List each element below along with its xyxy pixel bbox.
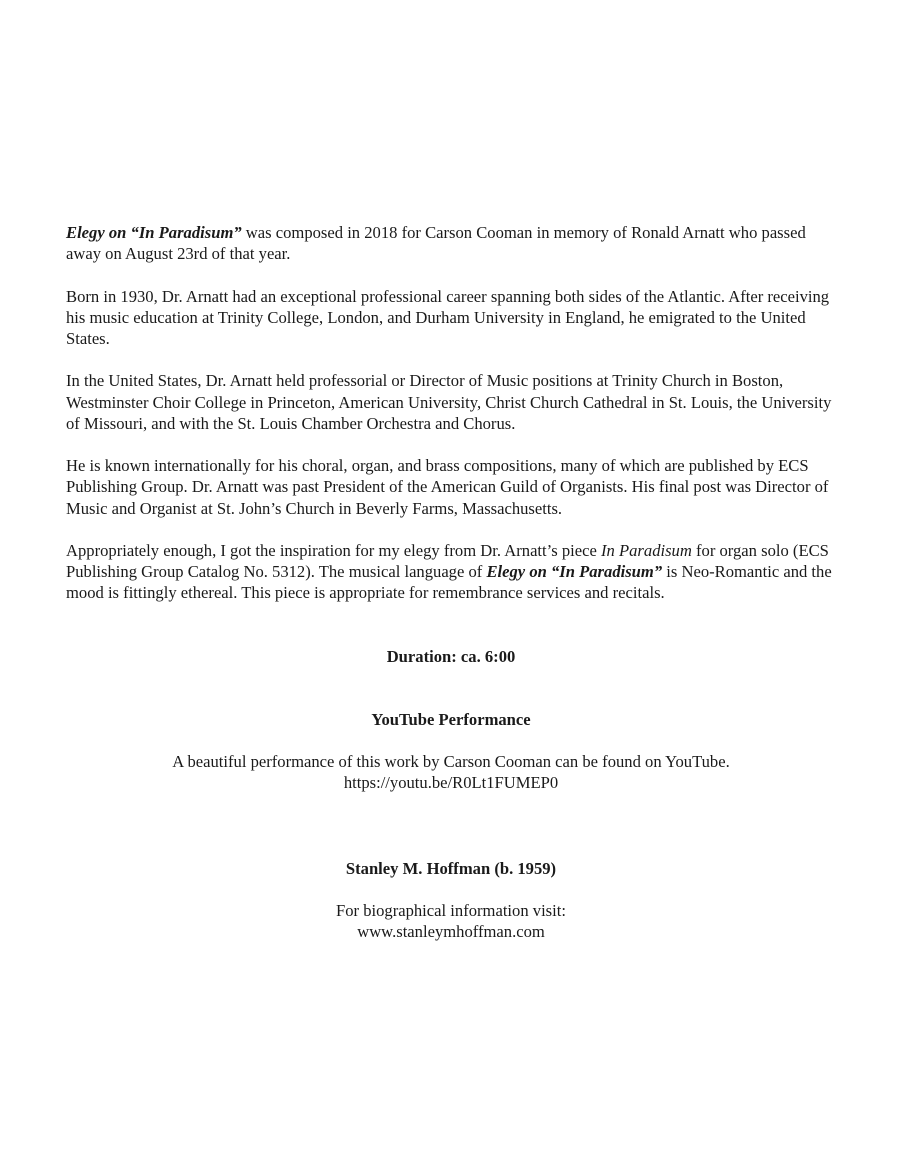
intro-paragraph — [66, 222, 836, 264]
composer-bio — [66, 900, 836, 942]
piece-title: In Paradisum — [601, 540, 692, 560]
work-title: Elegy on “In Paradisum” — [66, 223, 242, 242]
inspiration-text-1: Appropriately enough, I got the inspiration for my elegy from Dr. Arnatt’s piece — [66, 540, 602, 560]
inspiration-paragraph — [66, 540, 836, 604]
composer-website-link[interactable]: www.stanleymhoffman.com — [357, 922, 545, 942]
youtube-heading: YouTube Performance — [371, 709, 531, 729]
inspiration-text-3: is Neo-Romantic and the mood is fittingly ethereal. This piece is appropriate for remembrance services and recitals. — [66, 562, 832, 603]
document-page — [66, 222, 836, 942]
work-title-inline: Elegy on “In Paradisum” — [486, 562, 663, 582]
duration-label: Duration: ca. 6:00 — [386, 646, 516, 666]
biography-paragraph-3: He is known internationally for his choral, organ, and brass compositions, many of which are published by ECS Publishing Group. Dr. Arnatt was past President of the American Guild of Organists. His final post was Director of Music and Organist at St. John’s Church in Beverly Farms, Massachusetts. — [66, 456, 829, 518]
biography-paragraph-1: Born in 1930, Dr. Arnatt had an exceptional professional career spanning both sides of the Atlantic. After receiving his music education at Trinity College, London, and Durham University in England, he emigrated to the United States. — [66, 286, 830, 348]
youtube-text: A beautiful performance of this work by Carson Cooman can be found on YouTube. — [172, 752, 730, 772]
composer-name: Stanley M. Hoffman (b. 1959) — [345, 858, 557, 878]
inspiration-text-2: for organ solo (ECS Publishing Group Catalog No. 5312). The musical language of — [66, 540, 829, 582]
bio-text: For biographical information visit: — [336, 900, 566, 920]
intro-text: was composed in 2018 for Carson Cooman in memory of Ronald Arnatt who passed away on August 23rd of that year. — [66, 223, 806, 264]
youtube-link[interactable]: https://youtu.be/R0Lt1FUMEP0 — [343, 773, 559, 793]
youtube-section — [66, 751, 836, 793]
biography-paragraph-2: In the United States, Dr. Arnatt held professorial or Director of Music positions at Trinity Church in Boston, Westminster Choir College in Princeton, American University, Christ Church Cathedral in St. Louis, the University of Missouri, and with the St. Louis Chamber Orchestra and Chorus. — [66, 371, 832, 433]
